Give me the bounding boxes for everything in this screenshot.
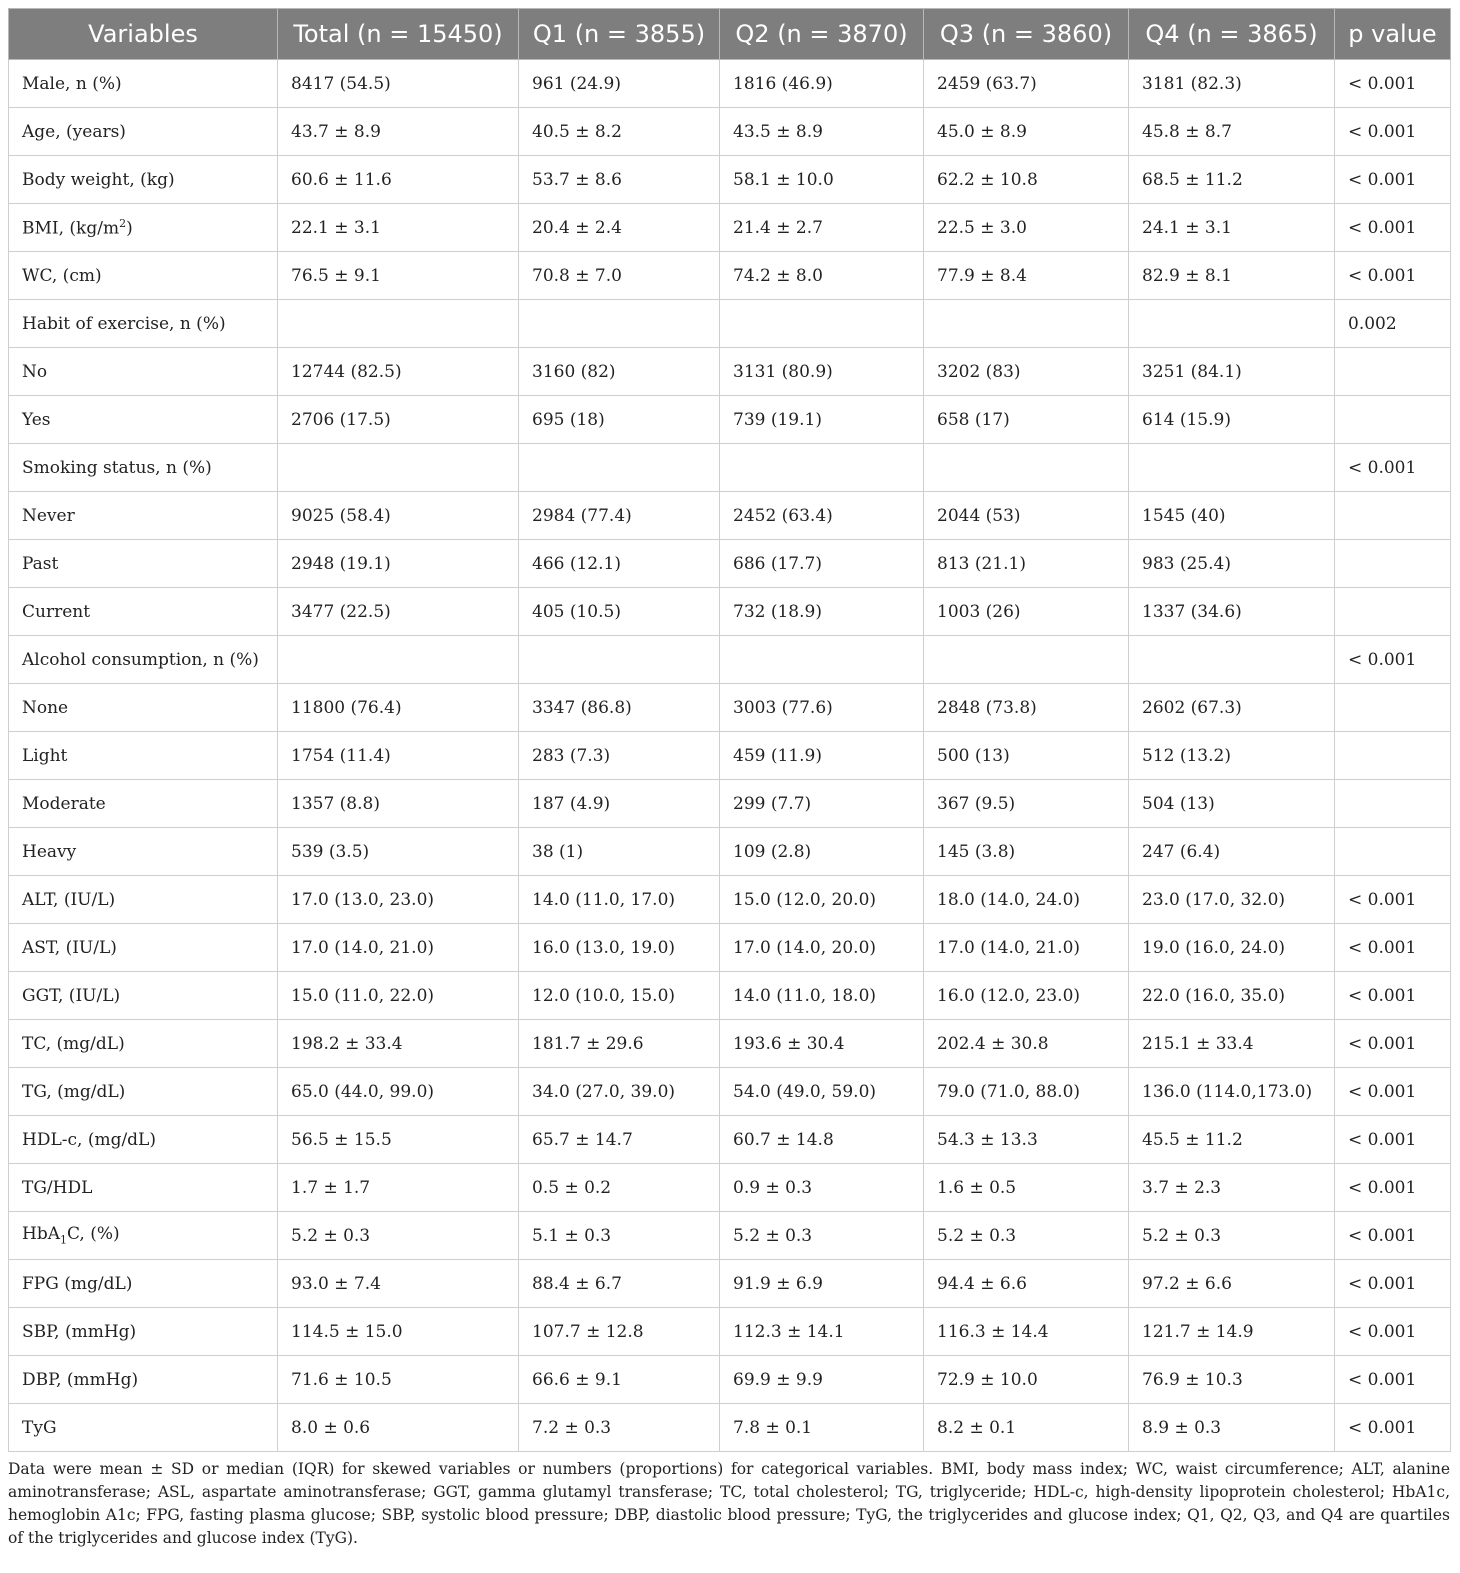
- table-cell: 614 (15.9): [1129, 396, 1335, 444]
- row-label: SBP, (mmHg): [9, 1308, 278, 1356]
- table-cell: 1545 (40): [1129, 492, 1335, 540]
- table-row: [9, 1164, 1451, 1212]
- table-cell: < 0.001: [1335, 108, 1451, 156]
- table-cell: 53.7 ± 8.6: [519, 156, 720, 204]
- table-cell: 109 (2.8): [720, 828, 924, 876]
- table-cell: 76.9 ± 10.3: [1129, 1356, 1335, 1404]
- row-label: Never: [9, 492, 278, 540]
- table-row: [9, 1116, 1451, 1164]
- table-cell: < 0.001: [1335, 924, 1451, 972]
- column-header: p value: [1335, 9, 1451, 60]
- table-cell: < 0.001: [1335, 444, 1451, 492]
- table-cell: 299 (7.7): [720, 780, 924, 828]
- row-label: FPG (mg/dL): [9, 1260, 278, 1308]
- row-label: TG, (mg/dL): [9, 1068, 278, 1116]
- table-cell: < 0.001: [1335, 1260, 1451, 1308]
- table-cell: 97.2 ± 6.6: [1129, 1260, 1335, 1308]
- table-cell: 12744 (82.5): [278, 348, 519, 396]
- row-label: TyG: [9, 1404, 278, 1452]
- table-cell: 40.5 ± 8.2: [519, 108, 720, 156]
- table-cell: < 0.001: [1335, 1404, 1451, 1452]
- table-cell: 0.002: [1335, 300, 1451, 348]
- table-row: [9, 444, 1451, 492]
- table-row: [9, 204, 1451, 252]
- table-cell: 69.9 ± 9.9: [720, 1356, 924, 1404]
- table-cell: 283 (7.3): [519, 732, 720, 780]
- table-cell: 1003 (26): [924, 588, 1129, 636]
- table-cell: 5.1 ± 0.3: [519, 1212, 720, 1260]
- table-cell: 5.2 ± 0.3: [1129, 1212, 1335, 1260]
- table-cell: < 0.001: [1335, 1020, 1451, 1068]
- table-cell: 1.7 ± 1.7: [278, 1164, 519, 1212]
- table-row: [9, 972, 1451, 1020]
- table-cell: 3160 (82): [519, 348, 720, 396]
- column-header: Total (n = 15450): [278, 9, 519, 60]
- table-cell: 107.7 ± 12.8: [519, 1308, 720, 1356]
- table-row: [9, 108, 1451, 156]
- table-cell: 14.0 (11.0, 17.0): [519, 876, 720, 924]
- table-cell: [924, 444, 1129, 492]
- table-cell: 5.2 ± 0.3: [924, 1212, 1129, 1260]
- table-row: [9, 732, 1451, 780]
- table-cell: 43.7 ± 8.9: [278, 108, 519, 156]
- table-row: [9, 1308, 1451, 1356]
- row-label: Habit of exercise, n (%): [9, 300, 278, 348]
- column-header: Q4 (n = 3865): [1129, 9, 1335, 60]
- table-cell: 2044 (53): [924, 492, 1129, 540]
- table-row: [9, 780, 1451, 828]
- header-row: [9, 9, 1451, 60]
- table-cell: 17.0 (13.0, 23.0): [278, 876, 519, 924]
- row-label: Yes: [9, 396, 278, 444]
- table-cell: 2459 (63.7): [924, 60, 1129, 108]
- table-cell: 72.9 ± 10.0: [924, 1356, 1129, 1404]
- table-cell: 466 (12.1): [519, 540, 720, 588]
- table-cell: 77.9 ± 8.4: [924, 252, 1129, 300]
- table-cell: 7.8 ± 0.1: [720, 1404, 924, 1452]
- table-row: [9, 156, 1451, 204]
- table-row: [9, 60, 1451, 108]
- table-cell: 1337 (34.6): [1129, 588, 1335, 636]
- table-cell: 17.0 (14.0, 20.0): [720, 924, 924, 972]
- table-cell: 193.6 ± 30.4: [720, 1020, 924, 1068]
- row-label: No: [9, 348, 278, 396]
- table-cell: [1335, 540, 1451, 588]
- table-cell: 22.1 ± 3.1: [278, 204, 519, 252]
- table-cell: 79.0 (71.0, 88.0): [924, 1068, 1129, 1116]
- table-cell: < 0.001: [1335, 1164, 1451, 1212]
- table-cell: 45.8 ± 8.7: [1129, 108, 1335, 156]
- table-row: [9, 1356, 1451, 1404]
- table-cell: [278, 444, 519, 492]
- table-cell: [720, 300, 924, 348]
- table-cell: 60.7 ± 14.8: [720, 1116, 924, 1164]
- table-cell: 82.9 ± 8.1: [1129, 252, 1335, 300]
- table-row: [9, 1068, 1451, 1116]
- table-cell: [1129, 636, 1335, 684]
- table-cell: [1129, 444, 1335, 492]
- table-row: [9, 684, 1451, 732]
- table-cell: [720, 636, 924, 684]
- table-cell: 54.0 (49.0, 59.0): [720, 1068, 924, 1116]
- table-cell: < 0.001: [1335, 1356, 1451, 1404]
- row-label: HDL-c, (mg/dL): [9, 1116, 278, 1164]
- table-cell: 68.5 ± 11.2: [1129, 156, 1335, 204]
- row-label: ALT, (IU/L): [9, 876, 278, 924]
- table-cell: 512 (13.2): [1129, 732, 1335, 780]
- table-cell: 1816 (46.9): [720, 60, 924, 108]
- table-cell: < 0.001: [1335, 204, 1451, 252]
- table-cell: [924, 300, 1129, 348]
- table-cell: 18.0 (14.0, 24.0): [924, 876, 1129, 924]
- table-cell: 14.0 (11.0, 18.0): [720, 972, 924, 1020]
- table-cell: [519, 300, 720, 348]
- table-cell: 3003 (77.6): [720, 684, 924, 732]
- table-cell: 43.5 ± 8.9: [720, 108, 924, 156]
- table-cell: [1335, 588, 1451, 636]
- row-label: Male, n (%): [9, 60, 278, 108]
- table-cell: 16.0 (12.0, 23.0): [924, 972, 1129, 1020]
- table-cell: 500 (13): [924, 732, 1129, 780]
- table-cell: 1357 (8.8): [278, 780, 519, 828]
- table-cell: 5.2 ± 0.3: [720, 1212, 924, 1260]
- column-header: Q3 (n = 3860): [924, 9, 1129, 60]
- table-cell: [924, 636, 1129, 684]
- table-row: [9, 588, 1451, 636]
- table-cell: 58.1 ± 10.0: [720, 156, 924, 204]
- table-cell: [1129, 300, 1335, 348]
- table-cell: 2706 (17.5): [278, 396, 519, 444]
- row-label: TG/HDL: [9, 1164, 278, 1212]
- table-cell: 66.6 ± 9.1: [519, 1356, 720, 1404]
- table-cell: 11800 (76.4): [278, 684, 519, 732]
- table-row: [9, 1260, 1451, 1308]
- table-cell: 12.0 (10.0, 15.0): [519, 972, 720, 1020]
- table-row: [9, 540, 1451, 588]
- table-cell: 17.0 (14.0, 21.0): [278, 924, 519, 972]
- table-cell: 983 (25.4): [1129, 540, 1335, 588]
- table-cell: [1335, 396, 1451, 444]
- table-cell: < 0.001: [1335, 876, 1451, 924]
- table-cell: 3251 (84.1): [1129, 348, 1335, 396]
- row-label: Past: [9, 540, 278, 588]
- table-cell: 22.0 (16.0, 35.0): [1129, 972, 1335, 1020]
- row-label: GGT, (IU/L): [9, 972, 278, 1020]
- table-cell: 732 (18.9): [720, 588, 924, 636]
- table-cell: 74.2 ± 8.0: [720, 252, 924, 300]
- table-cell: 94.4 ± 6.6: [924, 1260, 1129, 1308]
- table-cell: 198.2 ± 33.4: [278, 1020, 519, 1068]
- row-label: HbA$_1$C, (%): [9, 1212, 278, 1260]
- table-cell: [278, 300, 519, 348]
- table-cell: < 0.001: [1335, 156, 1451, 204]
- table-cell: 367 (9.5): [924, 780, 1129, 828]
- table-cell: 15.0 (11.0, 22.0): [278, 972, 519, 1020]
- table-row: [9, 1212, 1451, 1260]
- table-cell: 181.7 ± 29.6: [519, 1020, 720, 1068]
- table-cell: 813 (21.1): [924, 540, 1129, 588]
- table-cell: 65.7 ± 14.7: [519, 1116, 720, 1164]
- table-cell: 739 (19.1): [720, 396, 924, 444]
- table-cell: 76.5 ± 9.1: [278, 252, 519, 300]
- table-body: [9, 60, 1451, 1452]
- table-cell: 405 (10.5): [519, 588, 720, 636]
- table-cell: 1754 (11.4): [278, 732, 519, 780]
- row-label: None: [9, 684, 278, 732]
- table-cell: [519, 444, 720, 492]
- table-cell: 0.5 ± 0.2: [519, 1164, 720, 1212]
- table-cell: 0.9 ± 0.3: [720, 1164, 924, 1212]
- table-cell: < 0.001: [1335, 636, 1451, 684]
- table-cell: 56.5 ± 15.5: [278, 1116, 519, 1164]
- column-header: Q1 (n = 3855): [519, 9, 720, 60]
- table-cell: < 0.001: [1335, 60, 1451, 108]
- table-cell: < 0.001: [1335, 1308, 1451, 1356]
- row-label: Current: [9, 588, 278, 636]
- row-label: WC, (cm): [9, 252, 278, 300]
- table-container: [8, 8, 1452, 1550]
- table-cell: 116.3 ± 14.4: [924, 1308, 1129, 1356]
- table-cell: 112.3 ± 14.1: [720, 1308, 924, 1356]
- table-cell: 93.0 ± 7.4: [278, 1260, 519, 1308]
- table-cell: 88.4 ± 6.7: [519, 1260, 720, 1308]
- table-cell: 45.5 ± 11.2: [1129, 1116, 1335, 1164]
- row-label: Moderate: [9, 780, 278, 828]
- table-cell: 8.2 ± 0.1: [924, 1404, 1129, 1452]
- table-cell: 3181 (82.3): [1129, 60, 1335, 108]
- table-cell: 686 (17.7): [720, 540, 924, 588]
- table-cell: [278, 636, 519, 684]
- table-cell: 23.0 (17.0, 32.0): [1129, 876, 1335, 924]
- table-cell: 187 (4.9): [519, 780, 720, 828]
- table-cell: 215.1 ± 33.4: [1129, 1020, 1335, 1068]
- table-cell: 34.0 (27.0, 39.0): [519, 1068, 720, 1116]
- table-cell: 539 (3.5): [278, 828, 519, 876]
- table-cell: 60.6 ± 11.6: [278, 156, 519, 204]
- table-cell: 1.6 ± 0.5: [924, 1164, 1129, 1212]
- row-label: Alcohol consumption, n (%): [9, 636, 278, 684]
- table-cell: < 0.001: [1335, 1212, 1451, 1260]
- table-cell: 19.0 (16.0, 24.0): [1129, 924, 1335, 972]
- table-row: [9, 876, 1451, 924]
- table-cell: [519, 636, 720, 684]
- table-cell: 459 (11.9): [720, 732, 924, 780]
- table-cell: 5.2 ± 0.3: [278, 1212, 519, 1260]
- table-row: [9, 828, 1451, 876]
- table-cell: 22.5 ± 3.0: [924, 204, 1129, 252]
- table-cell: [1335, 732, 1451, 780]
- row-label: Body weight, (kg): [9, 156, 278, 204]
- table-cell: 247 (6.4): [1129, 828, 1335, 876]
- table-cell: < 0.001: [1335, 1116, 1451, 1164]
- row-label: BMI, $(kg/m^2)$: [9, 204, 278, 252]
- baseline-characteristics-table: [8, 8, 1451, 1452]
- table-cell: 658 (17): [924, 396, 1129, 444]
- table-cell: [1335, 828, 1451, 876]
- row-label: Light: [9, 732, 278, 780]
- table-cell: 54.3 ± 13.3: [924, 1116, 1129, 1164]
- table-cell: 504 (13): [1129, 780, 1335, 828]
- table-cell: 695 (18): [519, 396, 720, 444]
- table-cell: 8.0 ± 0.6: [278, 1404, 519, 1452]
- table-cell: 145 (3.8): [924, 828, 1129, 876]
- row-label: Smoking status, n (%): [9, 444, 278, 492]
- table-row: [9, 300, 1451, 348]
- table-row: [9, 924, 1451, 972]
- table-row: [9, 396, 1451, 444]
- table-cell: 3202 (83): [924, 348, 1129, 396]
- table-cell: 8.9 ± 0.3: [1129, 1404, 1335, 1452]
- row-label: Age, (years): [9, 108, 278, 156]
- table-cell: 70.8 ± 7.0: [519, 252, 720, 300]
- table-row: [9, 492, 1451, 540]
- table-footnote: Data were mean ± SD or median (IQR) for skewed variables or numbers (proportions) for categorical variables. BMI, body mass index; WC, waist circumference; ALT, alanine aminotransferase; ASL, aspartate aminotransferase; GGT, gamma glutamyl transferase; TC, total cholesterol; TG, triglyceride; HDL-c, high-density lipoprotein cholesterol; HbA1c, hemoglobin A1c; FPG, fasting plasma glucose; SBP, systolic blood pressure; DBP, diastolic blood pressure; TyG, the triglycerides and glucose index; Q1, Q2, Q3, and Q4 are quartiles of the triglycerides and glucose index (TyG).: [8, 1460, 1450, 1547]
- table-cell: 21.4 ± 2.7: [720, 204, 924, 252]
- table-cell: 38 (1): [519, 828, 720, 876]
- row-label: AST, (IU/L): [9, 924, 278, 972]
- table-cell: 2948 (19.1): [278, 540, 519, 588]
- table-cell: 121.7 ± 14.9: [1129, 1308, 1335, 1356]
- table-cell: 2602 (67.3): [1129, 684, 1335, 732]
- table-cell: 3131 (80.9): [720, 348, 924, 396]
- table-cell: [1335, 492, 1451, 540]
- table-cell: 45.0 ± 8.9: [924, 108, 1129, 156]
- table-cell: 15.0 (12.0, 20.0): [720, 876, 924, 924]
- table-cell: [1335, 780, 1451, 828]
- table-row: [9, 252, 1451, 300]
- table-cell: 961 (24.9): [519, 60, 720, 108]
- table-cell: [720, 444, 924, 492]
- table-cell: 2452 (63.4): [720, 492, 924, 540]
- table-cell: 8417 (54.5): [278, 60, 519, 108]
- row-label: DBP, (mmHg): [9, 1356, 278, 1404]
- table-row: [9, 636, 1451, 684]
- table-cell: 7.2 ± 0.3: [519, 1404, 720, 1452]
- table-cell: 20.4 ± 2.4: [519, 204, 720, 252]
- row-label: Heavy: [9, 828, 278, 876]
- table-cell: 3347 (86.8): [519, 684, 720, 732]
- row-label: TC, (mg/dL): [9, 1020, 278, 1068]
- table-cell: 202.4 ± 30.8: [924, 1020, 1129, 1068]
- table-cell: 17.0 (14.0, 21.0): [924, 924, 1129, 972]
- table-cell: 71.6 ± 10.5: [278, 1356, 519, 1404]
- table-cell: < 0.001: [1335, 1068, 1451, 1116]
- table-row: [9, 348, 1451, 396]
- column-header: Q2 (n = 3870): [720, 9, 924, 60]
- table-cell: 136.0 (114.0,173.0): [1129, 1068, 1335, 1116]
- table-cell: 24.1 ± 3.1: [1129, 204, 1335, 252]
- table-cell: 62.2 ± 10.8: [924, 156, 1129, 204]
- table-row: [9, 1020, 1451, 1068]
- table-cell: 3.7 ± 2.3: [1129, 1164, 1335, 1212]
- table-cell: 114.5 ± 15.0: [278, 1308, 519, 1356]
- table-cell: < 0.001: [1335, 972, 1451, 1020]
- column-header: Variables: [9, 9, 278, 60]
- table-cell: < 0.001: [1335, 252, 1451, 300]
- table-cell: 9025 (58.4): [278, 492, 519, 540]
- table-row: [9, 1404, 1451, 1452]
- table-cell: [1335, 348, 1451, 396]
- table-cell: [1335, 684, 1451, 732]
- table-cell: 65.0 (44.0, 99.0): [278, 1068, 519, 1116]
- table-cell: 3477 (22.5): [278, 588, 519, 636]
- table-cell: 2984 (77.4): [519, 492, 720, 540]
- table-cell: 2848 (73.8): [924, 684, 1129, 732]
- table-cell: 91.9 ± 6.9: [720, 1260, 924, 1308]
- table-cell: 16.0 (13.0, 19.0): [519, 924, 720, 972]
